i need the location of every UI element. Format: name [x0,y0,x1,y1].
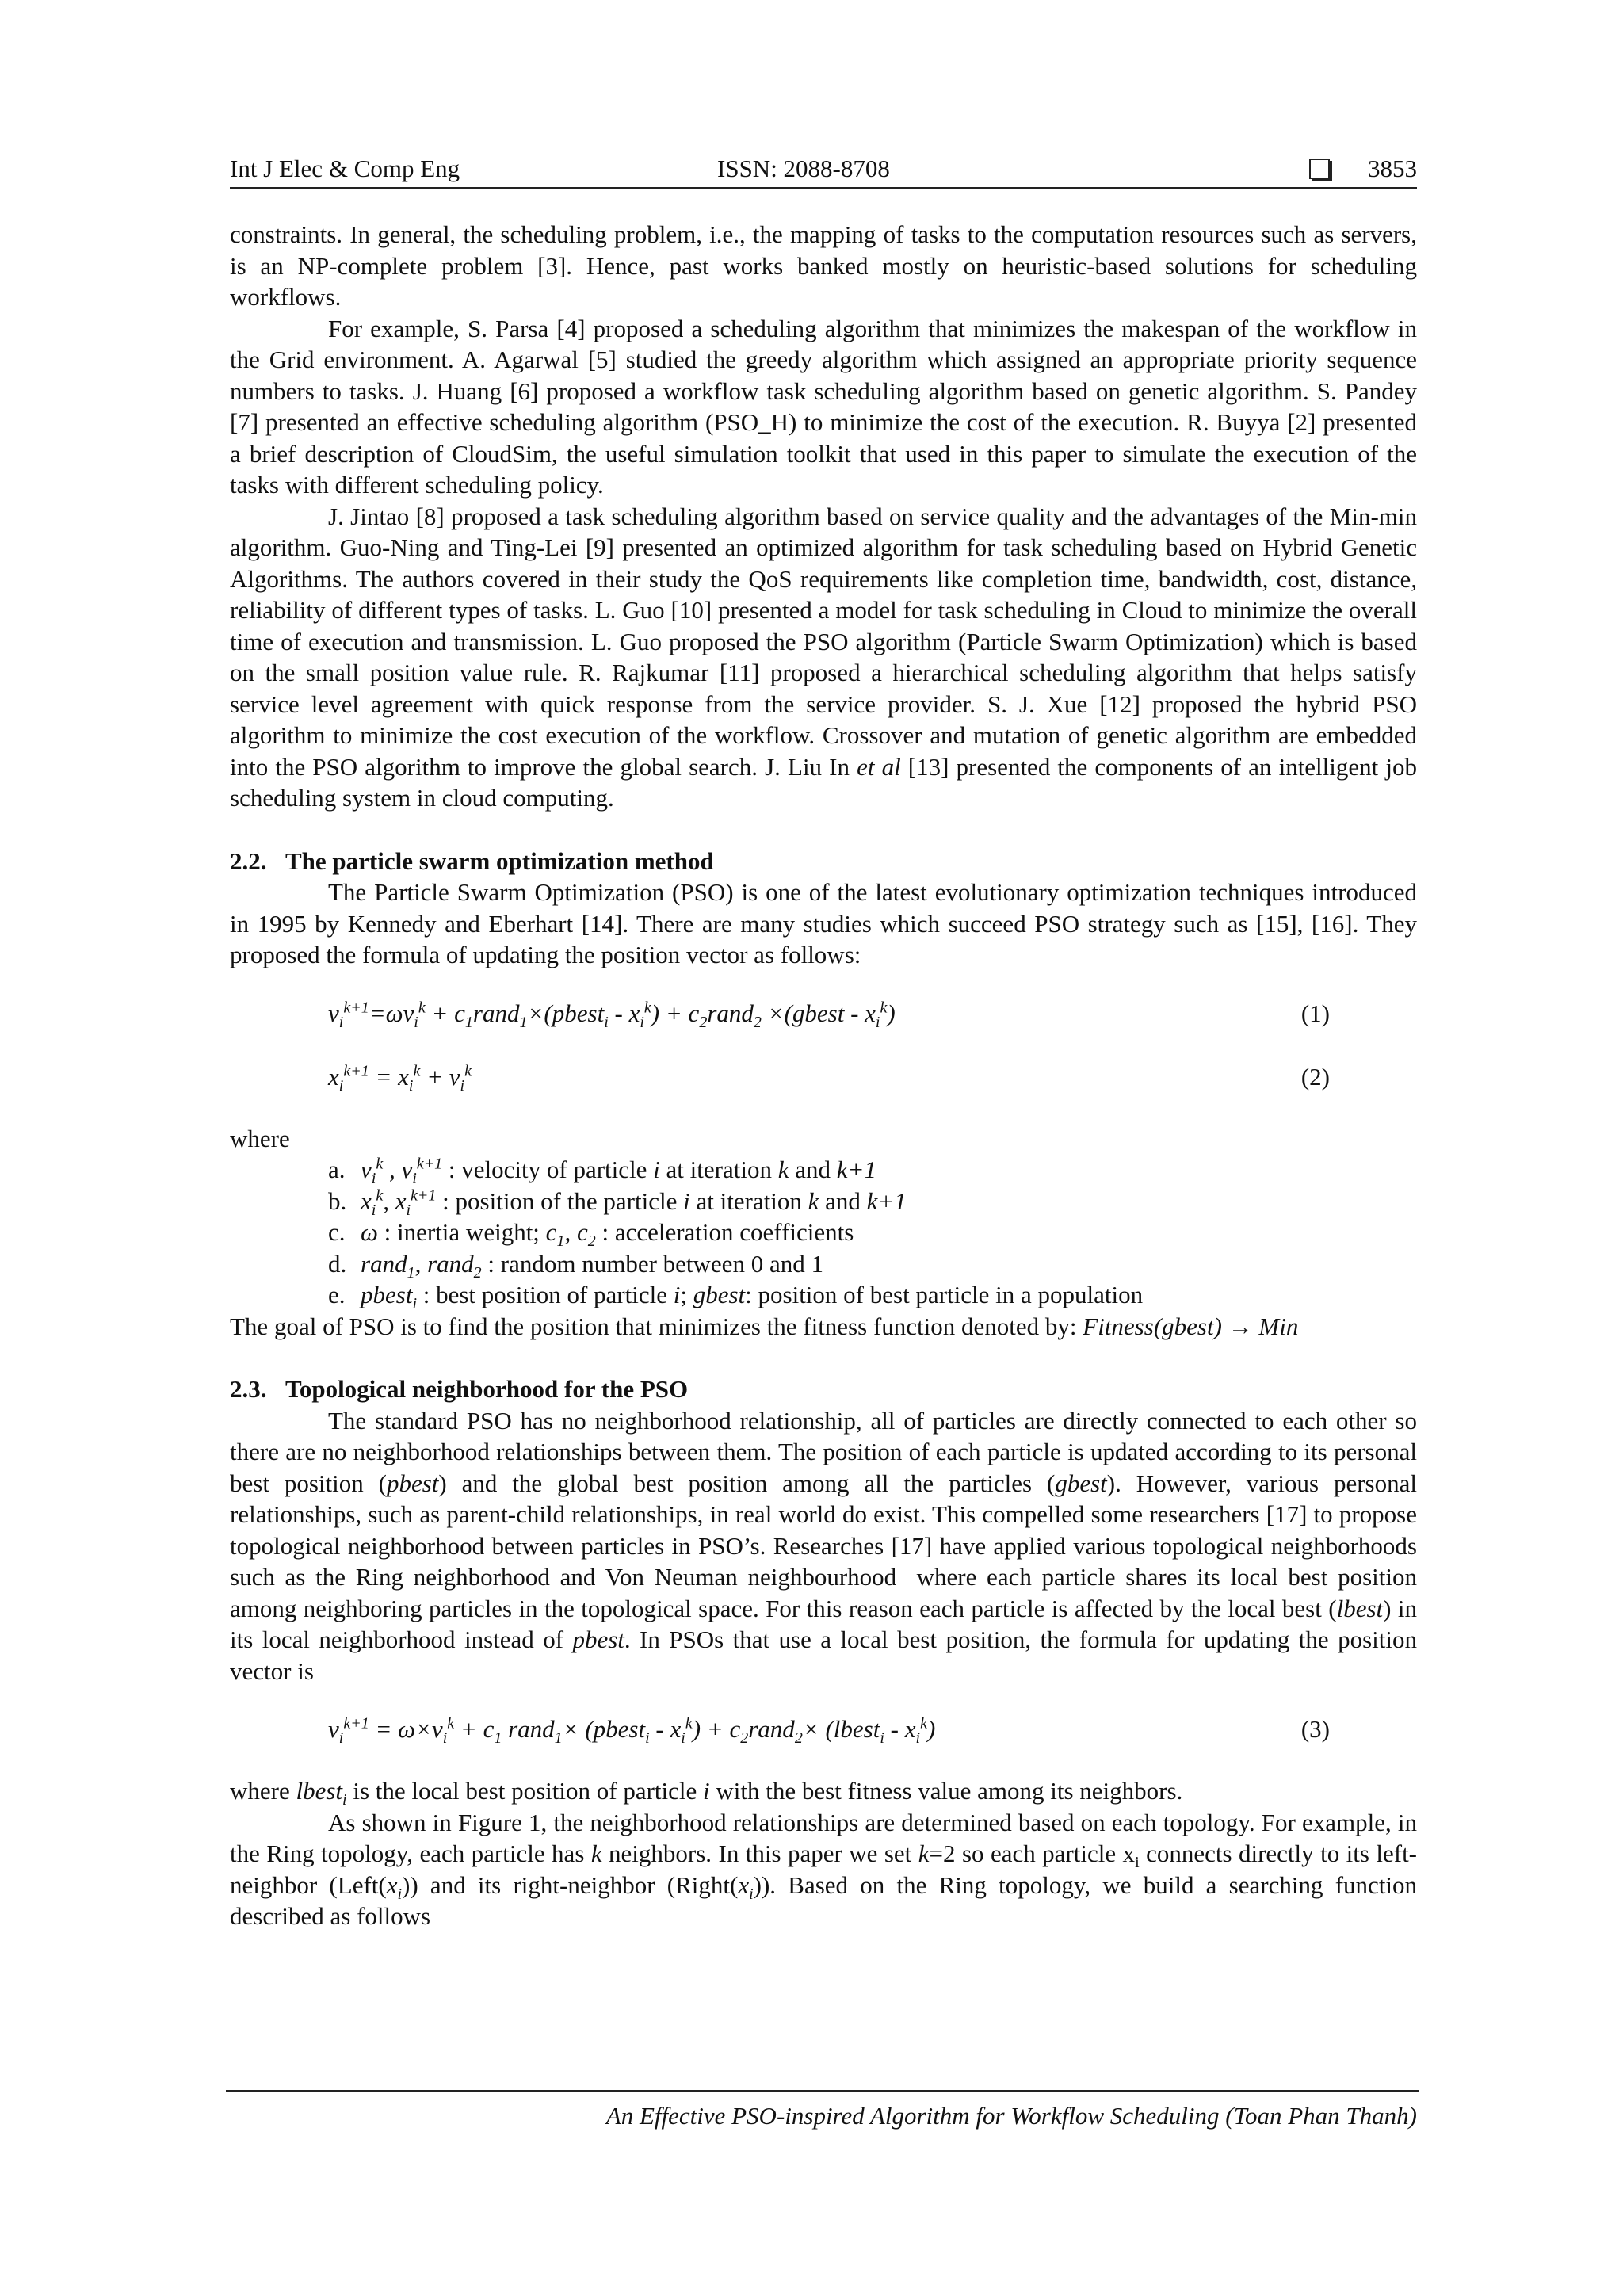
footer-divider [226,2090,1419,2092]
section-heading-2-3: 2.3. Topological neighborhood for the PSO [230,1375,689,1403]
equation-number: (3) [1300,1715,1330,1743]
paragraph: For example, S. Parsa [4] proposed a scheduling algorithm that minimizes the makespan of the workflow in the Grid environment. A. Agarwal [5] studied the greedy algorithm which assigned an appropriate priority sequence numbers to tasks. J. Huang [6] proposed a workflow task scheduling algorithm based on genetic algorithm. S. Pandey [7] presented an effective scheduling algorithm (PSO_H) to minimize the cost of the execution. R. Buyya [2] presented a brief description of CloudSim, the useful simulation toolkit that used in this paper to simulate the execution of the tasks with different scheduling policy. [230,314,1417,499]
page-body [230,219,1417,1932]
paper-page [230,151,1418,1930]
section-heading-2-2: 2.2. The particle swarm optimization method [230,846,714,875]
equation-number: (2) [1300,1062,1330,1091]
journal-name: Int J Elec & Comp Eng [230,155,460,182]
where-label: where [230,1124,290,1152]
list-item: d. rand$_1$, rand$_2$ : random number between 0 and 1 [328,1249,823,1282]
list-item: b. $x_i^k$, $x_i^{k+1}$ : position of the particle i at iteration k and k+1 [328,1186,907,1219]
issn: ISSN: 2088-8708 [717,155,890,182]
list-item: a. $v_i^k$ , $v_i^{k+1}$ : velocity of particle i at iteration k and k+1 [328,1155,876,1188]
definition-list [230,1154,1417,1311]
paragraph: where lbest$_i$ is the local best position of particle i with the best fitness value among its neighbors. [230,1777,1183,1809]
paragraph: constraints. In general, the scheduling problem, i.e., the mapping of tasks to the computation resources such as servers, is an NP-complete problem [3]. Hence, past works banked mostly on heuristic-based solutions for scheduling workflows. [230,220,1417,311]
paragraph: The Particle Swarm Optimization (PSO) is one of the latest evolutionary optimization techniques introduced in 1995 by Kennedy and Eberhart [14]. There are many studies which succeed PSO strategy such as [15], [16]. They proposed the formula of updating the position vector as follows: [230,878,1417,968]
box-shadow-icon [1309,159,1330,179]
equation-1: $v_i^{k+1}=\omega v_i^k$ + $c_1rand_1\times(pbest_i - x_i^k)$ + $c_2rand_2$ ×(gbest - $x_i^k$) (1) [328,999,1330,1031]
list-item: e. pbest$_i$ : best position of particle i; gbest: position of best particle in a population [328,1281,1144,1313]
paragraph: As shown in Figure 1, the neighborhood relationships are determined based on each topology. For example, in the Ring topology, each particle has k neighbors. In this paper we set k=2 so each particle $x_i$ connects directly to its left-neighbor $(Left(x_i))$ and its right-neighbor $(Right(x_i))$. Based on the Ring topology, we build a searching function described as follows [230,1808,1418,1930]
paragraph: The standard PSO has no neighborhood relationship, all of particles are directly connected to each other so there are no neighborhood relationships between them. The position of each particle is updated according to its personal best position (pbest) and the global best position among all the particles (gbest). However, various personal relationships, such as parent-child relationships, in real world do exist. This compelled some researchers [17] to propose topological neighborhood between particles in PSO’s. Researches [17] have applied various topological neighborhoods such as the Ring neighborhood and Von Neuman neighbourhood where each particle shares its local best position among neighboring particles in the topological space. For this reason each particle is affected by the local best (lbest) in its local neighborhood instead of pbest. In PSOs that use a local best position, the formula for updating the position vector is [230,1406,1417,1685]
list-item: c. ω : inertia weight; $c_1$, $c_2$ : acceleration coefficients [328,1218,854,1251]
running-footer: An Effective PSO-inspired Algorithm for Workflow Scheduling (Toan Phan Thanh) [605,2102,1417,2130]
equation-3: $v_i^{k+1} = \omega\times v_i^k + c_1$ rand$_1$× (pbest$_i$ - $x_i^k$) + $c_2rand_2\times$ (lbest$_i$ - $x_i^k$) (3) [328,1714,1330,1748]
equation-number: (1) [1300,999,1330,1027]
page-number: 3853 [1368,155,1417,182]
goal-statement: The goal of PSO is to find the position that minimizes the fitness function denoted by: Fitness(gbest) → Min [230,1312,1299,1340]
page-number-group [1309,151,1417,187]
equation-2: $x_i^{k+1} = x_i^k + v_i^k$ (2) [328,1062,1330,1095]
paragraph: J. Jintao [8] proposed a task scheduling algorithm based on service quality and the advantages of the Min-min algorithm. Guo-Ning and Ting-Lei [9] presented an optimized algorithm for task scheduling based on Hybrid Genetic Algorithms. The authors covered in their study the QoS requirements like completion time, bandwidth, cost, distance, reliability of different types of tasks. L. Guo [10] presented a model for task scheduling in Cloud to minimize the overall time of execution and transmission. L. Guo proposed the PSO algorithm (Particle Swarm Optimization) which is based on the small position value rule. R. Rajkumar [11] proposed a hierarchical scheduling algorithm that helps satisfy service level agreement with quick response from the service provider. S. J. Xue [12] proposed the hybrid PSO algorithm to minimize the cost execution of the workflow. Crossover and mutation of genetic algorithm are embedded into the PSO algorithm to improve the global search. J. Liu In et al [13] presented the components of an intelligent job scheduling system in cloud computing. [230,502,1417,812]
page-header [230,151,1417,189]
